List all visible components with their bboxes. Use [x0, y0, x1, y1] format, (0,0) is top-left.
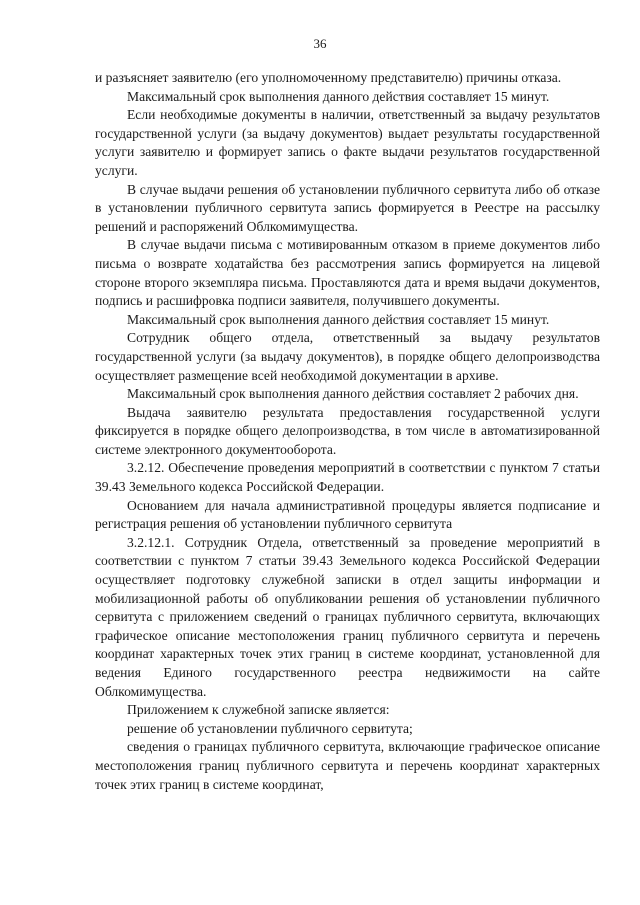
paragraph: Максимальный срок выполнения данного действия составляет 15 минут.	[127, 88, 550, 104]
document-body	[95, 69, 600, 794]
paragraph: решение об установлении публичного сервитута;	[127, 720, 413, 736]
paragraph: и разъясняет заявителю (его уполномоченному представителю) причины отказа.	[95, 70, 562, 85]
paragraph: 3.2.12. Обеспечение проведения мероприятий в соответствии с пунктом 7 статьи 39.43 Земельного кодекса Российской Федерации.	[95, 460, 600, 495]
paragraph: Приложением к служебной записке является:	[127, 702, 390, 718]
paragraph: Если необходимые документы в наличии, ответственный за выдачу результатов государственной услуги (за выдачу документов) выдает результаты государственной услуги заявителю и формирует запись о факте выдачи результатов государственной услуги.	[95, 107, 600, 178]
paragraph: Максимальный срок выполнения данного действия составляет 15 минут.	[127, 311, 550, 327]
paragraph: Основанием для начала административной процедуры является подписание и регистрация решения об установлении публичного сервитута	[95, 497, 600, 532]
paragraph: Выдача заявителю результата предоставления государственной услуги фиксируется в порядке общего делопроизводства, в том числе в автоматизированной системе электронного документооборота.	[95, 404, 600, 457]
paragraph: Сотрудник общего отдела, ответственный за выдачу результатов государственной услуги (за выдачу документов), в порядке общего делопроизводства осуществляет размещение всей необходимой документации в архиве.	[95, 330, 600, 383]
paragraph: сведения о границах публичного сервитута, включающие графическое описание местоположения границ публичного сервитута и перечень координат характерных точек этих границ в системе координат,	[95, 739, 600, 792]
paragraph: В случае выдачи письма с мотивированным отказом в приеме документов либо письма о возврате ходатайства без рассмотрения запись формируется на лицевой стороне второго экземпляра письма. Проставляются дата и время выдачи документов, подпись и расшифровка подписи заявителя, получившего документы.	[95, 237, 600, 309]
paragraph: В случае выдачи решения об установлении публичного сервитута либо об отказе в установлении публичного сервитута запись формируется в Реестре на рассылку решений и распоряжений Облкомимущества.	[95, 181, 600, 234]
page-number: 36	[313, 36, 327, 51]
paragraph: 3.2.12.1. Сотрудник Отдела, ответственный за проведение мероприятий в соответствии с пунктом 7 статьи 39.43 Земельного кодекса Российской Федерации осуществляет подготовку служебной записки в отдел защиты информации и мобилизационной работы об опубликовании решения об установлении публичного сервитута с приложением сведений о границах публичного сервитута, включающих графическое описание местоположения границ публичного сервитута и перечень координат характерных точек этих границ в системе координат, установленной для ведения Единого государственного реестра недвижимости на сайте Облкомимущества.	[95, 534, 600, 699]
paragraph: Максимальный срок выполнения данного действия составляет 2 рабочих дня.	[127, 386, 579, 402]
